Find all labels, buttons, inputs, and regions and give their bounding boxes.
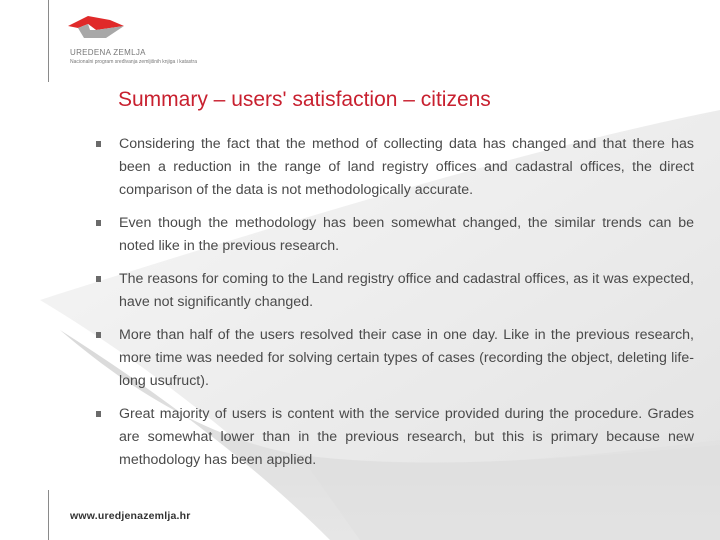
uredena-zemlja-logo-icon [66, 14, 126, 42]
bullet-text: The reasons for coming to the Land registry office and cadastral offices, as it was expected, have not significantly changed. [119, 271, 694, 310]
bullet-text: More than half of the users resolved their case in one day. Like in the previous research, more time was needed for solving certain types of cases (recording the object, deleting life-long usufruct). [119, 327, 694, 389]
square-bullet-icon [96, 276, 101, 282]
square-bullet-icon [96, 141, 101, 147]
square-bullet-icon [96, 332, 101, 338]
logo-tagline: Nacionalni program sređivanja zemljišnih knjiga i katastra [70, 59, 198, 65]
logo-name: UREDENA ZEMLJA [70, 48, 146, 57]
bullet-item [96, 403, 694, 472]
vertical-divider-bottom [48, 490, 49, 540]
bullet-text: Even though the methodology has been somewhat changed, the similar trends can be noted like in the previous research. [119, 215, 694, 254]
square-bullet-icon [96, 411, 101, 417]
bullet-text: Considering the fact that the method of collecting data has changed and that there has been a reduction in the range of land registry offices and cadastral offices, the direct comparison of the data is not methodologically accurate. [119, 136, 694, 198]
bullet-list [96, 133, 694, 482]
footer-website-link[interactable]: www.uredjenazemlja.hr [70, 510, 191, 522]
bullet-item [96, 268, 694, 314]
logo [66, 14, 198, 65]
vertical-divider-top [48, 0, 49, 82]
slide-title: Summary – users' satisfaction – citizens [118, 88, 491, 111]
bullet-item [96, 324, 694, 393]
bullet-text: Great majority of users is content with the service provided during the procedure. Grades are somewhat lower than in the previous research, but this is primary because new methodology has been applied. [119, 406, 694, 468]
bullet-item [96, 212, 694, 258]
bullet-item [96, 133, 694, 202]
square-bullet-icon [96, 220, 101, 226]
